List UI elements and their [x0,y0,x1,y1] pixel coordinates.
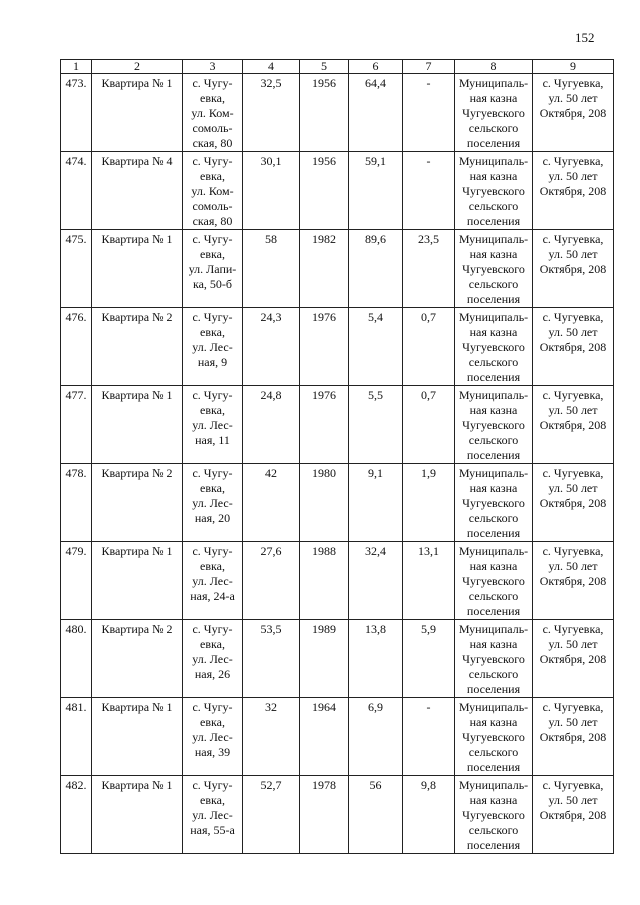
owner-location: с. Чугуевка, ул. 50 лет Октября, 208 [533,698,614,776]
object-address: с. Чугу- евка, ул. Лес- ная, 9 [183,308,243,386]
year-value: 1988 [300,542,349,620]
column-header: 2 [92,60,183,74]
owner-location: с. Чугуевка, ул. 50 лет Октября, 208 [533,776,614,854]
row-number: 482. [61,776,92,854]
row-number: 474. [61,152,92,230]
value-col7: 23,5 [403,230,455,308]
page-number: 152 [575,30,595,45]
table-row [61,698,614,776]
value-col7: 1,9 [403,464,455,542]
object-address: с. Чугу- евка, ул. Лес- ная, 26 [183,620,243,698]
object-name: Квартира № 1 [92,386,183,464]
table-row [61,386,614,464]
area-value: 52,7 [243,776,300,854]
value-col6: 9,1 [349,464,403,542]
owner-location: с. Чугуевка, ул. 50 лет Октября, 208 [533,74,614,152]
owner-name: Муниципаль- ная казна Чугуевского сельского поселения [455,620,533,698]
column-header: 4 [243,60,300,74]
property-registry-table [60,59,614,854]
table-row [61,776,614,854]
row-number: 477. [61,386,92,464]
object-name: Квартира № 4 [92,152,183,230]
value-col6: 56 [349,776,403,854]
table-row [61,464,614,542]
area-value: 32,5 [243,74,300,152]
year-value: 1976 [300,386,349,464]
row-number: 478. [61,464,92,542]
year-value: 1982 [300,230,349,308]
owner-location: с. Чугуевка, ул. 50 лет Октября, 208 [533,620,614,698]
area-value: 24,8 [243,386,300,464]
row-number: 481. [61,698,92,776]
owner-name: Муниципаль- ная казна Чугуевского сельского поселения [455,464,533,542]
object-name: Квартира № 1 [92,542,183,620]
owner-name: Муниципаль- ная казна Чугуевского сельского поселения [455,386,533,464]
object-address: с. Чугу- евка, ул. Лес- ная, 55-а [183,776,243,854]
row-number: 473. [61,74,92,152]
owner-name: Муниципаль- ная казна Чугуевского сельского поселения [455,152,533,230]
row-number: 476. [61,308,92,386]
area-value: 42 [243,464,300,542]
value-col7: - [403,698,455,776]
column-header: 8 [455,60,533,74]
object-address: с. Чугу- евка, ул. Ком- сомоль- ская, 80 [183,74,243,152]
header-row [61,60,614,74]
row-number: 479. [61,542,92,620]
owner-name: Муниципаль- ная казна Чугуевского сельского поселения [455,698,533,776]
column-header: 6 [349,60,403,74]
owner-name: Муниципаль- ная казна Чугуевского сельского поселения [455,776,533,854]
table-row [61,620,614,698]
value-col6: 89,6 [349,230,403,308]
column-header: 5 [300,60,349,74]
table-row [61,152,614,230]
year-value: 1978 [300,776,349,854]
value-col7: 5,9 [403,620,455,698]
owner-name: Муниципаль- ная казна Чугуевского сельского поселения [455,74,533,152]
value-col6: 64,4 [349,74,403,152]
owner-name: Муниципаль- ная казна Чугуевского сельского поселения [455,230,533,308]
table-row [61,308,614,386]
object-name: Квартира № 1 [92,230,183,308]
value-col6: 5,5 [349,386,403,464]
year-value: 1989 [300,620,349,698]
object-address: с. Чугу- евка, ул. Лапи- ка, 50-б [183,230,243,308]
year-value: 1956 [300,74,349,152]
object-address: с. Чугу- евка, ул. Лес- ная, 20 [183,464,243,542]
owner-location: с. Чугуевка, ул. 50 лет Октября, 208 [533,152,614,230]
object-name: Квартира № 1 [92,776,183,854]
table-row [61,74,614,152]
row-number: 475. [61,230,92,308]
object-address: с. Чугу- евка, ул. Лес- ная, 39 [183,698,243,776]
object-name: Квартира № 2 [92,620,183,698]
column-header: 3 [183,60,243,74]
value-col7: 0,7 [403,308,455,386]
year-value: 1956 [300,152,349,230]
object-name: Квартира № 2 [92,308,183,386]
owner-location: с. Чугуевка, ул. 50 лет Октября, 208 [533,386,614,464]
owner-name: Муниципаль- ная казна Чугуевского сельского поселения [455,308,533,386]
area-value: 24,3 [243,308,300,386]
value-col7: - [403,74,455,152]
object-address: с. Чугу- евка, ул. Ком- сомоль- ская, 80 [183,152,243,230]
area-value: 27,6 [243,542,300,620]
object-address: с. Чугу- евка, ул. Лес- ная, 11 [183,386,243,464]
value-col7: - [403,152,455,230]
value-col7: 9,8 [403,776,455,854]
column-header: 9 [533,60,614,74]
owner-name: Муниципаль- ная казна Чугуевского сельского поселения [455,542,533,620]
column-header: 7 [403,60,455,74]
year-value: 1980 [300,464,349,542]
value-col6: 5,4 [349,308,403,386]
value-col7: 0,7 [403,386,455,464]
area-value: 30,1 [243,152,300,230]
object-address: с. Чугу- евка, ул. Лес- ная, 24-а [183,542,243,620]
value-col6: 59,1 [349,152,403,230]
area-value: 32 [243,698,300,776]
object-name: Квартира № 1 [92,698,183,776]
area-value: 58 [243,230,300,308]
owner-location: с. Чугуевка, ул. 50 лет Октября, 208 [533,464,614,542]
value-col6: 32,4 [349,542,403,620]
owner-location: с. Чугуевка, ул. 50 лет Октября, 208 [533,308,614,386]
row-number: 480. [61,620,92,698]
table-row [61,542,614,620]
value-col6: 6,9 [349,698,403,776]
owner-location: с. Чугуевка, ул. 50 лет Октября, 208 [533,230,614,308]
value-col6: 13,8 [349,620,403,698]
owner-location: с. Чугуевка, ул. 50 лет Октября, 208 [533,542,614,620]
column-header: 1 [61,60,92,74]
table-row [61,230,614,308]
object-name: Квартира № 2 [92,464,183,542]
area-value: 53,5 [243,620,300,698]
value-col7: 13,1 [403,542,455,620]
year-value: 1976 [300,308,349,386]
year-value: 1964 [300,698,349,776]
object-name: Квартира № 1 [92,74,183,152]
